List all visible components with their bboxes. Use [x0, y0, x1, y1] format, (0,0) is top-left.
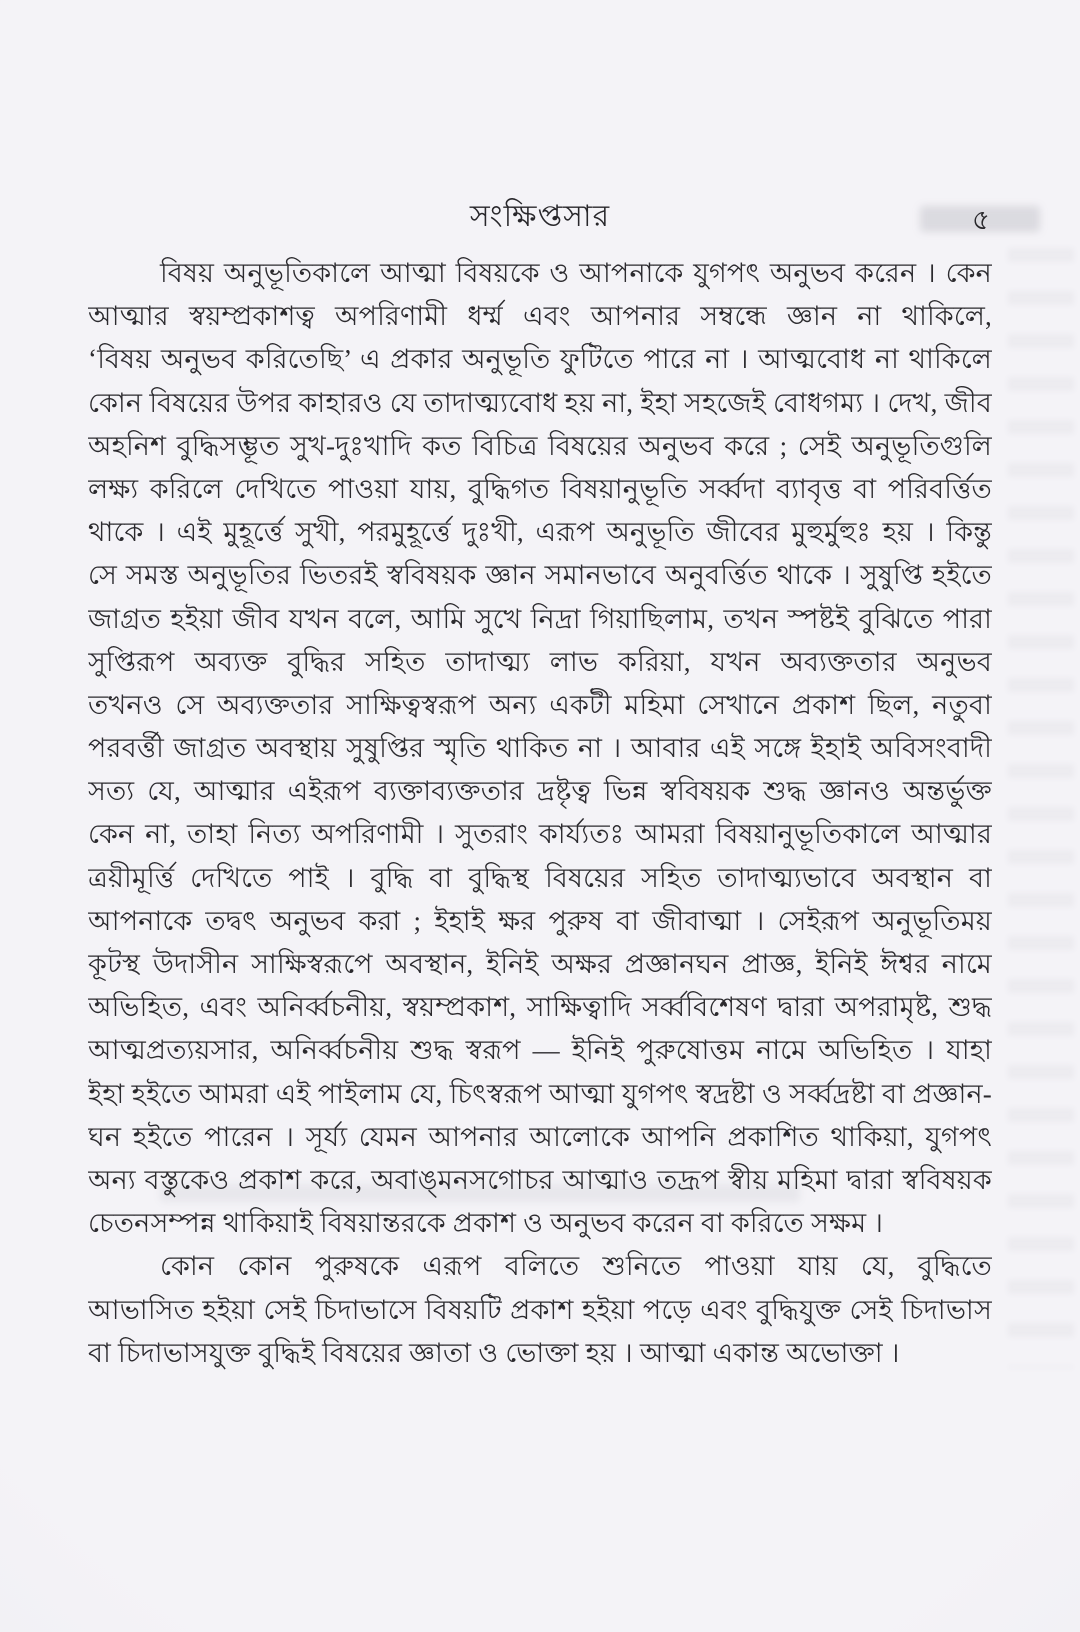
text-line: ত্রয়ীমূর্ত্তি দেখিতে পাই । বুদ্ধি বা বুদ্ধিস্থ বিষয়ের সহিত তাদাত্ম্যভাবে অবস্থান বা	[88, 862, 992, 893]
text-line: সুপ্তিরূপ অব্যক্ত বুদ্ধির সহিত তাদাত্ম্য লাভ করিয়া, যখন অব্যক্ততার অনুভব	[88, 646, 992, 677]
text-line: আত্মপ্রত্যয়সার, অনির্ব্বচনীয় শুদ্ধ স্বরূপ — ইনিই পুরুষোত্তম নামে অভিহিত । যাহা	[88, 1035, 992, 1066]
running-title: সংক্ষিপ্তসার	[469, 200, 611, 233]
text-line: বা চিদাভাসযুক্ত বুদ্ধিই বিষয়ের জ্ঞাতা ও ভোক্তা হয় । আত্মা একান্ত অভোক্তা ।	[88, 1337, 900, 1368]
text-line: ঘন হইতে পারেন । সূর্য্য যেমন আপনার আলোকে আপনি প্রকাশিত থাকিয়া, যুগপৎ	[88, 1121, 992, 1152]
body-text	[88, 252, 992, 1375]
text-line: আভাসিত হইয়া সেই চিদাভাসে বিষয়টি প্রকাশ হইয়া পড়ে এবং বুদ্ধিযুক্ত সেই চিদাভাস	[88, 1294, 992, 1325]
text-line: অন্য বস্তুকেও প্রকাশ করে, অবাঙ্‌মনসগোচর আত্মাও তদ্রূপ স্বীয় মহিমা দ্বারা স্ববিষয়ক	[88, 1164, 992, 1195]
text-line: কোন কোন পুরুষকে এরূপ বলিতে শুনিতে পাওয়া যায় যে, বুদ্ধিতে	[160, 1251, 992, 1282]
text-line: ‘বিষয় অনুভব করিতেছি’ এ প্রকার অনুভূতি ফুটিতে পারে না । আত্মবোধ না থাকিলে	[88, 344, 992, 375]
text-line: কূটস্থ উদাসীন সাক্ষিস্বরূপে অবস্থান, ইনিই অক্ষর প্রজ্ঞানঘন প্রাজ্ঞ, ইনিই ঈশ্বর নামে	[88, 949, 992, 979]
text-line: থাকে । এই মুহূর্ত্তে সুখী, পরমুহূর্ত্তে দুঃখী, এরূপ অনুভূতি জীবের মুহুর্মুহুঃ হয় । কিন্তু	[88, 517, 992, 548]
text-line: জাগ্রত হইয়া জীব যখন বলে, আমি সুখে নিদ্রা গিয়াছিলাম, তখন স্পষ্টই বুঝিতে পারা	[88, 603, 992, 634]
text-line: ইহা হইতে আমরা এই পাইলাম যে, চিৎস্বরূপ আত্মা যুগপৎ স্বদ্রষ্টা ও সর্ব্বদ্রষ্টা বা প্রজ্ঞান-	[88, 1078, 992, 1109]
page-number: ৫	[971, 205, 990, 236]
page-header	[88, 192, 992, 236]
text-line: আত্মার স্বয়ম্প্রকাশত্ব অপরিণামী ধর্ম্ম এবং আপনার সম্বন্ধে জ্ঞান না থাকিলে,	[88, 301, 992, 332]
text-line: আপনাকে তদ্বৎ অনুভব করা ; ইহাই ক্ষর পুরুষ বা জীবাত্মা । সেইরূপ অনুভূতিময়	[88, 905, 992, 936]
text-line: সত্য যে, আত্মার এইরূপ ব্যক্তাব্যক্ততার দ্রষ্টৃত্ব ভিন্ন স্ববিষয়ক শুদ্ধ জ্ঞানও অন্তর্ভুক্ত	[88, 776, 992, 807]
text-line: সে সমস্ত অনুভূতির ভিতরই স্ববিষয়ক জ্ঞান সমানভাবে অনুবর্ত্তিত থাকে । সুষুপ্তি হইতে	[88, 560, 992, 591]
text-line: তখনও সে অব্যক্ততার সাক্ষিত্বস্বরূপ অন্য একটী মহিমা সেখানে প্রকাশ ছিল, নতুবা	[88, 689, 992, 720]
text-line: কেন না, তাহা নিত্য অপরিণামী । সুতরাং কার্য্যতঃ আমরা বিষয়ানুভূতিকালে আত্মার	[88, 819, 992, 850]
text-line: পরবর্ত্তী জাগ্রত অবস্থায় সুষুপ্তির স্মৃতি থাকিত না । আবার এই সঙ্গে ইহাই অবিসংবাদী	[88, 733, 992, 764]
text-line: কোন বিষয়ের উপর কাহারও যে তাদাত্ম্যবোধ হয় না, ইহা সহজেই বোধগম্য । দেখ, জীব	[88, 387, 992, 418]
text-line: অভিহিত, এবং অনির্ব্বচনীয়, স্বয়ম্প্রকাশ, সাক্ষিত্বাদি সর্ব্ববিশেষণ দ্বারা অপরামৃষ্ট, শুদ্ধ	[88, 992, 992, 1023]
text-line: চেতনসম্পন্ন থাকিয়াই বিষয়ান্তরকে প্রকাশ ও অনুভব করেন বা করিতে সক্ষম ।	[88, 1208, 884, 1239]
text-line: বিষয় অনুভূতিকালে আত্মা বিষয়কে ও আপনাকে যুগপৎ অনুভব করেন । কেন	[160, 258, 992, 288]
text-line: লক্ষ্য করিলে দেখিতে পাওয়া যায়, বুদ্ধিগত বিষয়ানুভূতি সর্ব্বদা ব্যাবৃত্ত বা পরিবর্ত্তিত	[88, 473, 992, 504]
text-line: অহনিশ বুদ্ধিসম্ভূত সুখ-দুঃখাদি কত বিচিত্র বিষয়ের অনুভব করে ; সেই অনুভূতিগুলি	[88, 430, 992, 461]
ink-bleed-through	[1008, 248, 1074, 1368]
